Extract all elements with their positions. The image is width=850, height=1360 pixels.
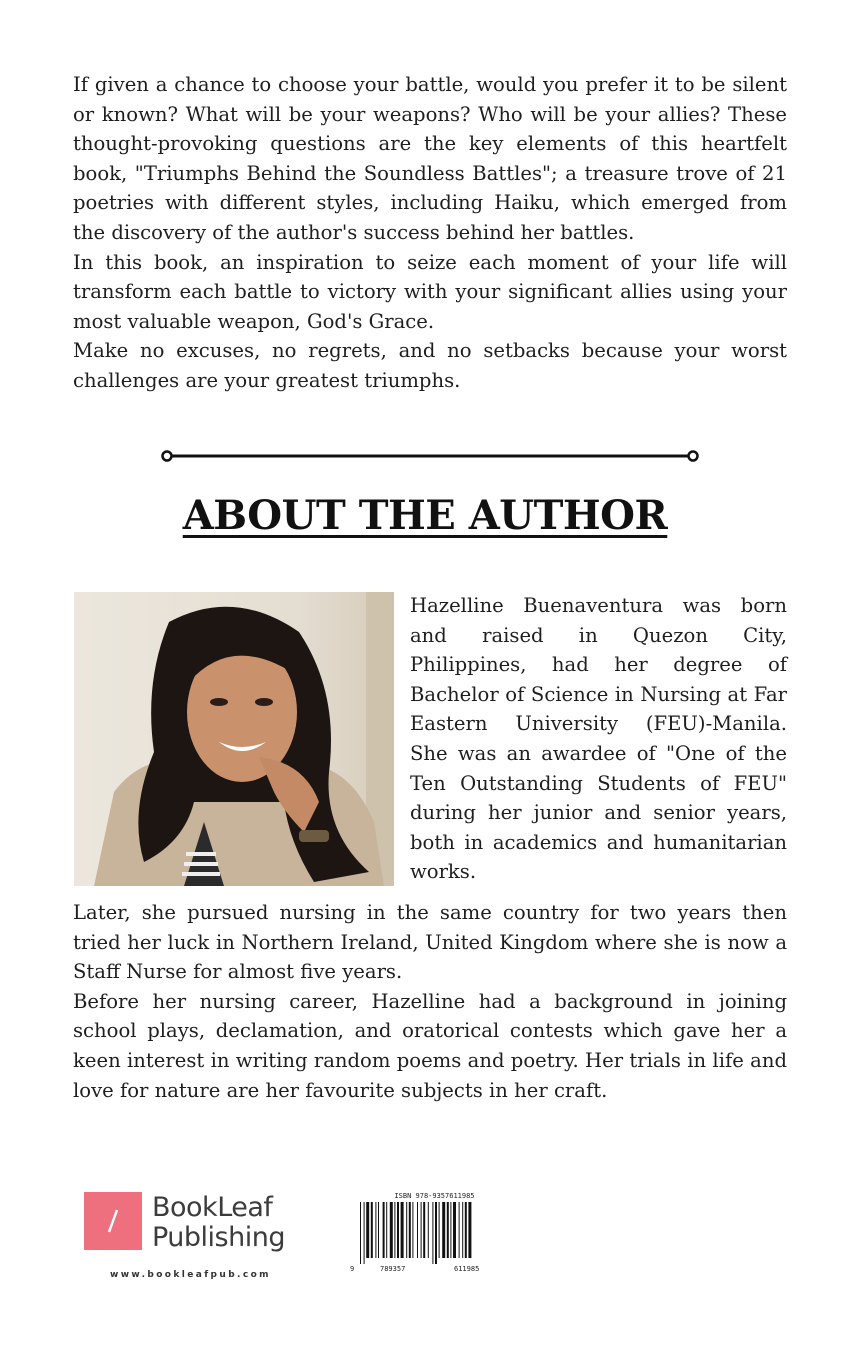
about-author-heading: ABOUT THE AUTHOR <box>182 492 668 539</box>
publisher-name-line1: BookLeaf <box>152 1192 273 1223</box>
publisher-name <box>152 1193 285 1253</box>
author-bio <box>73 898 787 1105</box>
logo-mark-icon <box>84 1192 142 1250</box>
author-bio-side <box>410 591 787 887</box>
blurb-paragraph: In this book, an inspiration to seize each moment of your life will transform each battle to victory with your significant allies using your most valuable weapon, God's Grace. <box>73 250 787 333</box>
barcode-bars <box>352 1202 517 1264</box>
isbn-label: ISBN 978-9357611985 <box>394 1192 475 1200</box>
publisher-logo <box>84 1192 306 1256</box>
author-photo <box>74 592 394 886</box>
author-bio-paragraph: Later, she pursued nursing in the same country for two years then tried her luck in Northern Ireland, United Kingdom where she is now a Staff Nurse for almost five years. <box>73 901 787 984</box>
barcode-digits-group2: 611985 <box>454 1265 480 1273</box>
barcode-digit-first: 9 <box>350 1265 355 1273</box>
author-bio-paragraph: Before her nursing career, Hazelline had a background in joining school plays, declamation, and oratorical contests which gave her a keen interest in writing random poems and poetry. Her trials in life and love for nature are her favourite subjects in her craft. <box>73 989 787 1102</box>
publisher-url: www.bookleafpub.com <box>110 1270 271 1280</box>
author-bio-intro: Hazelline Buenaventura was born and raised in Quezon City, Philippines, had her degree of Bachelor of Science in Nursing at Far Eastern University (FEU)-Manila. She was an awardee of "One of the Ten Outstanding Students of FEU" during her junior and senior years, both in academics and humanitarian works. <box>410 594 787 884</box>
decorative-divider <box>160 448 700 464</box>
publisher-name-line2: Publishing <box>152 1222 285 1253</box>
blurb-paragraph: Make no excuses, no regrets, and no setbacks because your worst challenges are your greatest triumphs. <box>73 339 787 392</box>
book-blurb <box>73 70 787 396</box>
barcode-digits-group1: 789357 <box>380 1265 406 1273</box>
blurb-paragraph: If given a chance to choose your battle, would you prefer it to be silent or known? What will be your weapons? Who will be your allies? These thought-provoking questions are the key elements of this heartfelt book, "Triumphs Behind the Soundless Battles"; a treasure trove of 21 poetries with different styles, including Haiku, which emerged from the discovery of the author's success behind her battles. <box>73 73 787 244</box>
isbn-barcode <box>352 1192 517 1282</box>
